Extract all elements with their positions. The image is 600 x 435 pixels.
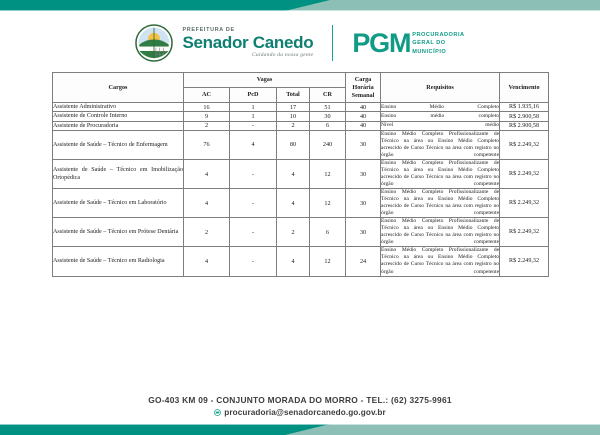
table-row xyxy=(53,189,549,218)
cell-cr: 12 xyxy=(310,189,346,218)
table-head xyxy=(53,73,549,103)
cell-ac: 9 xyxy=(184,112,230,121)
pgm-subtitle-line1: PROCURADORIA xyxy=(412,31,465,38)
cell-vencimento: R$ 2.249,32 xyxy=(500,160,549,189)
cell-carga-horaria: 30 xyxy=(346,189,381,218)
pgm-logo xyxy=(352,27,465,58)
prefeitura-name: Senador Canedo xyxy=(182,33,314,53)
cell-ac: 76 xyxy=(184,130,230,159)
cell-total: 80 xyxy=(277,130,310,159)
positions-table xyxy=(52,72,549,277)
cell-vencimento: R$ 1.935,16 xyxy=(500,103,549,112)
cell-total: 2 xyxy=(277,121,310,130)
cell-cr: 240 xyxy=(310,130,346,159)
footer-address: GO-403 KM 09 - CONJUNTO MORADA DO MORRO - TEL.: (62) 3275-9961 xyxy=(148,395,452,405)
cell-carga-horaria: 40 xyxy=(346,121,381,130)
cell-cr: 12 xyxy=(310,160,346,189)
cell-cargo: Assistente de Saúde – Técnico de Enfermagem xyxy=(53,130,184,159)
header-vagas: Vagas xyxy=(184,73,346,88)
cell-carga-horaria: 24 xyxy=(346,247,381,276)
cell-vencimento: R$ 2.249,32 xyxy=(500,218,549,247)
cell-total: 4 xyxy=(277,189,310,218)
cell-cr: 30 xyxy=(310,112,346,121)
cell-pcd: 4 xyxy=(230,130,277,159)
top-banner-shape xyxy=(0,0,600,11)
table-body xyxy=(53,103,549,276)
cell-cargo: Assistente de Saúde – Técnico em Radiologia xyxy=(53,247,184,276)
footer-email: procuradoria@senadorcanedo.go.gov.br xyxy=(224,408,386,417)
cell-pcd: - xyxy=(230,247,277,276)
table-row xyxy=(53,103,549,112)
bottom-banner-shape xyxy=(0,424,600,435)
cell-ac: 4 xyxy=(184,189,230,218)
coat-of-arms-icon xyxy=(135,24,173,62)
pgm-subtitle xyxy=(412,30,464,56)
cell-pcd: - xyxy=(230,189,277,218)
header-pcd: PcD xyxy=(230,88,277,103)
cell-vencimento: R$ 2.900,58 xyxy=(500,121,549,130)
table-row xyxy=(53,112,549,121)
cell-ac: 4 xyxy=(184,247,230,276)
cell-pcd: 1 xyxy=(230,103,277,112)
cell-cargo: Assistente de Procuradoria xyxy=(53,121,184,130)
cell-requisitos: Nível médio xyxy=(381,121,500,130)
table-header-row-1 xyxy=(53,73,549,88)
document-footer xyxy=(0,395,600,417)
table-row xyxy=(53,130,549,159)
cell-pcd: - xyxy=(230,218,277,247)
cell-requisitos: Ensino médio completo xyxy=(381,112,500,121)
pgm-subtitle-line3: MUNICÍPIO xyxy=(412,48,447,55)
cell-vencimento: R$ 2.900,58 xyxy=(500,112,549,121)
cell-requisitos: Ensino Médio Completo Profissionalizante de Técnico na área ou Ensino Médio Completo acrescido de Curso Técnico na área com registro no órgão competente xyxy=(381,130,500,158)
cell-requisitos: Ensino Médio Completo xyxy=(381,103,500,112)
cell-cr: 6 xyxy=(310,218,346,247)
cell-total: 2 xyxy=(277,218,310,247)
cell-ac: 16 xyxy=(184,103,230,112)
bottom-banner xyxy=(0,424,600,435)
cell-total: 4 xyxy=(277,247,310,276)
cell-carga-horaria: 30 xyxy=(346,218,381,247)
cell-cargo: Assistente de Controle Interno xyxy=(53,112,184,121)
cell-requisitos: Ensino Médio Completo Profissionalizante de Técnico na área ou Ensino Médio Completo acrescido de Curso Técnico na área com registro no órgão competente xyxy=(381,247,500,275)
cell-cr: 6 xyxy=(310,121,346,130)
header-carga-horaria: Carga Horária Semanal xyxy=(346,73,381,103)
prefeitura-tagline: Cuidando da nossa gente xyxy=(252,51,314,58)
header-vencimento: Vencimento xyxy=(500,73,549,103)
table-row xyxy=(53,121,549,130)
header-total: Total xyxy=(277,88,310,103)
cell-total: 4 xyxy=(277,160,310,189)
header-cr: CR xyxy=(310,88,346,103)
cell-requisitos: Ensino Médio Completo Profissionalizante de Técnico na área ou Ensino Médio Completo acrescido de Curso Técnico na área com registro no órgão competente xyxy=(381,218,500,246)
header-ac: AC xyxy=(184,88,230,103)
email-icon xyxy=(214,409,221,416)
prefeitura-eyebrow: PREFEITURA DE xyxy=(182,26,235,33)
cell-requisitos: Ensino Médio Completo Profissionalizante de Técnico na área ou Ensino Médio Completo acrescido de Curso Técnico na área com registro no órgão competente xyxy=(381,189,500,217)
footer-email-row xyxy=(0,408,600,417)
cell-pcd: 1 xyxy=(230,112,277,121)
cell-cr: 12 xyxy=(310,247,346,276)
table-row xyxy=(53,160,549,189)
cell-ac: 2 xyxy=(184,121,230,130)
table-row xyxy=(53,218,549,247)
cell-cr: 51 xyxy=(310,103,346,112)
cell-cargo: Assistente de Saúde – Técnico em Imobilização Ortopédica xyxy=(53,160,184,189)
header-requisitos: Requisitos xyxy=(381,73,500,103)
cell-requisitos: Ensino Médio Completo Profissionalizante de Técnico na área ou Ensino Médio Completo acrescido de Curso Técnico na área com registro no órgão competente xyxy=(381,160,500,188)
logo-divider xyxy=(332,25,333,61)
cell-pcd: - xyxy=(230,121,277,130)
cell-ac: 2 xyxy=(184,218,230,247)
cell-vencimento: R$ 2.249,32 xyxy=(500,130,549,159)
document-header xyxy=(0,20,600,66)
top-banner xyxy=(0,0,600,11)
cell-carga-horaria: 30 xyxy=(346,130,381,159)
cell-total: 10 xyxy=(277,112,310,121)
cell-carga-horaria: 40 xyxy=(346,103,381,112)
cell-carga-horaria: 30 xyxy=(346,160,381,189)
prefeitura-wordmark xyxy=(182,28,313,58)
cell-cargo: Assistente Administrativo xyxy=(53,103,184,112)
cell-vencimento: R$ 2.249,32 xyxy=(500,189,549,218)
table-row xyxy=(53,247,549,276)
cell-cargo: Assistente de Saúde – Técnico em Laboratório xyxy=(53,189,184,218)
pgm-mark: PGM xyxy=(352,27,411,58)
positions-table-container xyxy=(52,72,548,277)
cell-pcd: - xyxy=(230,160,277,189)
cell-total: 17 xyxy=(277,103,310,112)
cell-ac: 4 xyxy=(184,160,230,189)
pgm-subtitle-line2: GERAL DO xyxy=(412,40,446,47)
header-cargos: Cargos xyxy=(53,73,184,103)
cell-vencimento: R$ 2.249,32 xyxy=(500,247,549,276)
cell-carga-horaria: 40 xyxy=(346,112,381,121)
logo-group xyxy=(135,24,464,62)
cell-cargo: Assistente de Saúde – Técnico em Prótese Dentária xyxy=(53,218,184,247)
